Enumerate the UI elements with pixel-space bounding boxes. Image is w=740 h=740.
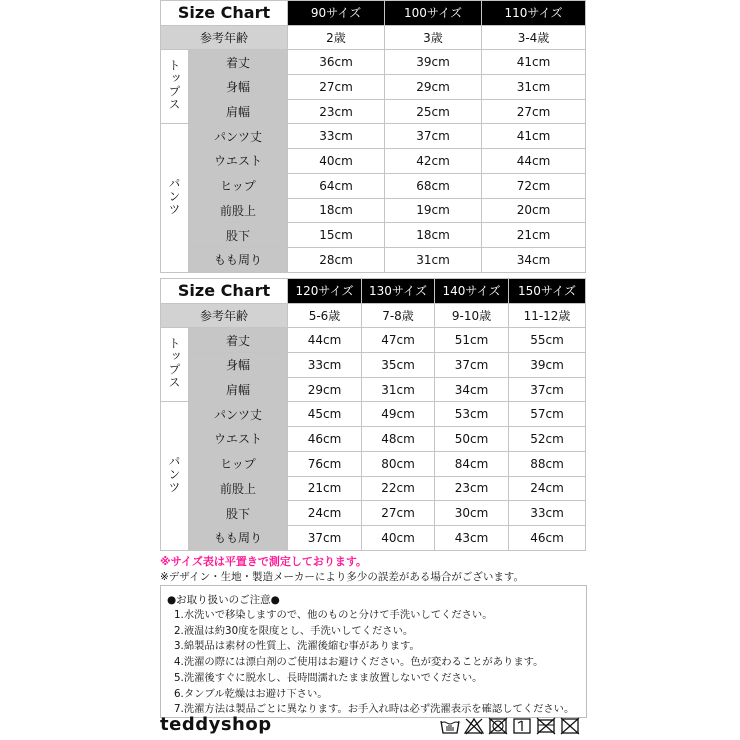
age-label: 参考年齢 bbox=[161, 303, 288, 328]
measure-value: 37cm bbox=[385, 124, 482, 149]
measure-value: 27cm bbox=[288, 75, 385, 100]
care-item: 4.洗濯の際には漂白剤のご使用はお避けください。色が変わることがあります。 bbox=[174, 656, 544, 669]
measure-value: 31cm bbox=[482, 75, 586, 100]
measure-value: 33cm bbox=[288, 124, 385, 149]
measure-value: 44cm bbox=[482, 149, 586, 174]
category-label bbox=[161, 328, 189, 402]
hand-wash-icon bbox=[440, 717, 460, 735]
care-instructions-box bbox=[160, 585, 587, 718]
care-item: 6.タンブル乾燥はお避け下さい。 bbox=[174, 687, 328, 700]
measure-value: 34cm bbox=[435, 377, 509, 402]
measure-label: 前股上 bbox=[189, 476, 288, 501]
measure-value: 55cm bbox=[509, 328, 586, 353]
age-value: 3歳 bbox=[385, 25, 482, 50]
measure-value: 20cm bbox=[482, 198, 586, 223]
table-row bbox=[161, 402, 586, 427]
measure-label: もも周り bbox=[189, 247, 288, 272]
care-list bbox=[174, 608, 574, 718]
category-text: トップス bbox=[167, 59, 181, 112]
category-label bbox=[161, 124, 189, 272]
category-label bbox=[161, 402, 189, 550]
measure-value: 35cm bbox=[362, 353, 435, 378]
measure-value: 44cm bbox=[288, 328, 362, 353]
no-dry-clean-icon bbox=[536, 717, 556, 735]
age-value: 2歳 bbox=[288, 25, 385, 50]
age-label: 参考年齢 bbox=[161, 25, 288, 50]
care-item: 5.洗濯後すぐに脱水し、長時間濡れたまま放置しないでください。 bbox=[174, 671, 483, 684]
measure-value: 47cm bbox=[362, 328, 435, 353]
care-item: 3.綿製品は素材の性質上、洗濯後縮む事があります。 bbox=[174, 640, 420, 653]
measure-value: 41cm bbox=[482, 50, 586, 75]
table-row bbox=[161, 223, 586, 248]
measure-value: 51cm bbox=[435, 328, 509, 353]
measure-label: パンツ丈 bbox=[189, 402, 288, 427]
table-row bbox=[161, 501, 586, 526]
measure-value: 41cm bbox=[482, 124, 586, 149]
chart-title: Size Chart bbox=[161, 1, 288, 26]
measure-label: 身幅 bbox=[189, 75, 288, 100]
size-table bbox=[160, 0, 586, 273]
measure-value: 23cm bbox=[435, 476, 509, 501]
measure-value: 15cm bbox=[288, 223, 385, 248]
measure-value: 39cm bbox=[509, 353, 586, 378]
table-row bbox=[161, 149, 586, 174]
measure-value: 28cm bbox=[288, 247, 385, 272]
measure-value: 18cm bbox=[385, 223, 482, 248]
measure-label: 肩幅 bbox=[189, 99, 288, 124]
measure-value: 49cm bbox=[362, 402, 435, 427]
category-label bbox=[161, 50, 189, 124]
size-header: 120サイズ bbox=[288, 279, 362, 304]
measure-value: 39cm bbox=[385, 50, 482, 75]
measure-value: 27cm bbox=[482, 99, 586, 124]
measure-value: 24cm bbox=[288, 501, 362, 526]
age-value: 5-6歳 bbox=[288, 303, 362, 328]
table-row bbox=[161, 451, 586, 476]
measure-value: 53cm bbox=[435, 402, 509, 427]
measure-label: ウエスト bbox=[189, 149, 288, 174]
measure-label: 股下 bbox=[189, 223, 288, 248]
measure-value: 25cm bbox=[385, 99, 482, 124]
measure-label: もも周り bbox=[189, 525, 288, 550]
measure-value: 19cm bbox=[385, 198, 482, 223]
measure-value: 64cm bbox=[288, 173, 385, 198]
measure-value: 42cm bbox=[385, 149, 482, 174]
size-table bbox=[160, 278, 586, 551]
variance-note: ※デザイン・生地・製造メーカーにより多少の誤差がある場合がございます。 bbox=[160, 571, 525, 583]
measure-value: 80cm bbox=[362, 451, 435, 476]
measure-label: 着丈 bbox=[189, 328, 288, 353]
measure-value: 43cm bbox=[435, 525, 509, 550]
measure-value: 46cm bbox=[288, 427, 362, 452]
measure-value: 40cm bbox=[362, 525, 435, 550]
measure-value: 29cm bbox=[385, 75, 482, 100]
size-header: 110サイズ bbox=[482, 1, 586, 26]
measure-label: ヒップ bbox=[189, 173, 288, 198]
age-value: 9-10歳 bbox=[435, 303, 509, 328]
measure-value: 37cm bbox=[435, 353, 509, 378]
measure-value: 33cm bbox=[288, 353, 362, 378]
measure-label: 股下 bbox=[189, 501, 288, 526]
table-row bbox=[161, 99, 586, 124]
measure-value: 21cm bbox=[482, 223, 586, 248]
table-row bbox=[161, 525, 586, 550]
measure-label: ヒップ bbox=[189, 451, 288, 476]
measure-value: 72cm bbox=[482, 173, 586, 198]
care-item: 7.洗濯方法は製品ごとに異なります。お手入れ時は必ず洗濯表示を確認してください。 bbox=[174, 703, 575, 716]
table-row bbox=[161, 198, 586, 223]
measure-value: 84cm bbox=[435, 451, 509, 476]
line-dry-icon bbox=[512, 717, 532, 735]
measure-value: 37cm bbox=[288, 525, 362, 550]
measure-value: 40cm bbox=[288, 149, 385, 174]
measure-value: 68cm bbox=[385, 173, 482, 198]
measure-value: 45cm bbox=[288, 402, 362, 427]
measure-value: 21cm bbox=[288, 476, 362, 501]
measure-value: 50cm bbox=[435, 427, 509, 452]
table-row bbox=[161, 328, 586, 353]
measure-value: 57cm bbox=[509, 402, 586, 427]
table-row bbox=[161, 427, 586, 452]
measure-value: 34cm bbox=[482, 247, 586, 272]
measure-value: 24cm bbox=[509, 476, 586, 501]
measure-label: パンツ丈 bbox=[189, 124, 288, 149]
measure-label: 身幅 bbox=[189, 353, 288, 378]
measure-value: 18cm bbox=[288, 198, 385, 223]
size-header: 90サイズ bbox=[288, 1, 385, 26]
measure-value: 33cm bbox=[509, 501, 586, 526]
age-value: 3-4歳 bbox=[482, 25, 586, 50]
size-header: 100サイズ bbox=[385, 1, 482, 26]
measure-value: 27cm bbox=[362, 501, 435, 526]
care-title: ●お取り扱いのご注意● bbox=[167, 594, 280, 606]
table-row bbox=[161, 247, 586, 272]
measure-value: 88cm bbox=[509, 451, 586, 476]
table-row bbox=[161, 173, 586, 198]
measure-label: 肩幅 bbox=[189, 377, 288, 402]
measure-value: 31cm bbox=[385, 247, 482, 272]
care-symbols bbox=[440, 717, 580, 735]
table-row bbox=[161, 476, 586, 501]
table-row bbox=[161, 377, 586, 402]
measure-value: 30cm bbox=[435, 501, 509, 526]
table-row bbox=[161, 353, 586, 378]
size-header: 140サイズ bbox=[435, 279, 509, 304]
no-iron-icon bbox=[560, 717, 580, 735]
age-value: 11-12歳 bbox=[509, 303, 586, 328]
measure-label: ウエスト bbox=[189, 427, 288, 452]
measure-value: 23cm bbox=[288, 99, 385, 124]
table-row bbox=[161, 50, 586, 75]
teddyshop-logo: teddyshop bbox=[160, 714, 272, 735]
measure-value: 76cm bbox=[288, 451, 362, 476]
measure-value: 29cm bbox=[288, 377, 362, 402]
no-bleach-icon bbox=[464, 717, 484, 735]
care-item: 1.水洗いで移染しますので、他のものと分けて手洗いしてください。 bbox=[174, 609, 493, 621]
category-text: パンツ bbox=[167, 455, 181, 494]
no-tumble-dry-icon bbox=[488, 717, 508, 735]
measure-note: ※サイズ表は平置きで測定しております。 bbox=[160, 555, 367, 568]
measure-value: 52cm bbox=[509, 427, 586, 452]
measure-value: 36cm bbox=[288, 50, 385, 75]
age-value: 7-8歳 bbox=[362, 303, 435, 328]
table-row bbox=[161, 75, 586, 100]
measure-value: 48cm bbox=[362, 427, 435, 452]
category-text: トップス bbox=[167, 337, 181, 390]
table-row bbox=[161, 124, 586, 149]
measure-label: 前股上 bbox=[189, 198, 288, 223]
measure-value: 31cm bbox=[362, 377, 435, 402]
size-header: 130サイズ bbox=[362, 279, 435, 304]
measure-value: 46cm bbox=[509, 525, 586, 550]
measure-value: 37cm bbox=[509, 377, 586, 402]
measure-value: 22cm bbox=[362, 476, 435, 501]
category-text: パンツ bbox=[167, 177, 181, 216]
measure-label: 着丈 bbox=[189, 50, 288, 75]
size-header: 150サイズ bbox=[509, 279, 586, 304]
chart-title: Size Chart bbox=[161, 279, 288, 304]
care-item: 2.液温は約30度を限度とし、手洗いしてください。 bbox=[174, 624, 414, 637]
